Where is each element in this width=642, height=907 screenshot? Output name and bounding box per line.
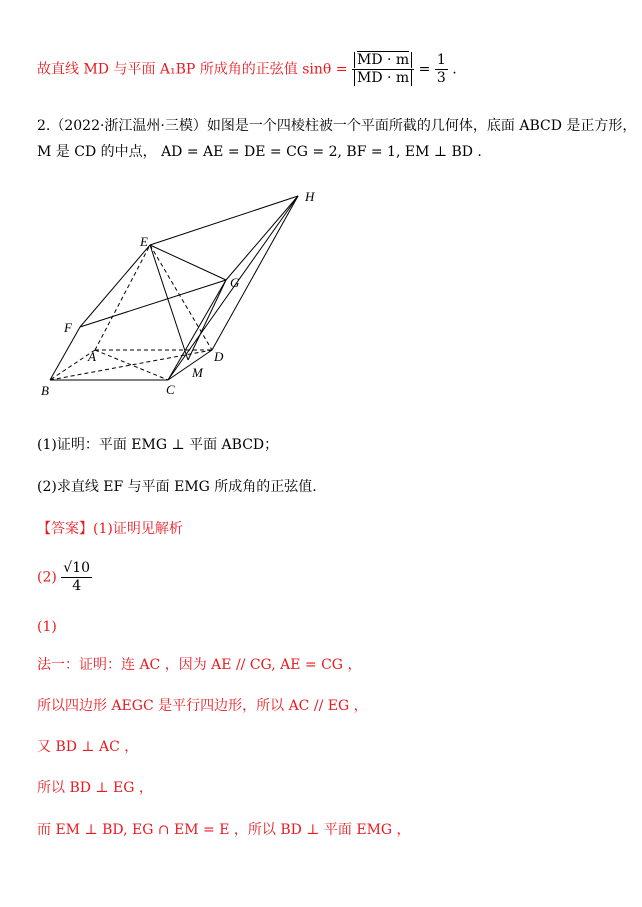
label-A: A bbox=[88, 349, 96, 364]
answer-part2-numerator: √10 bbox=[63, 560, 91, 576]
sine-conclusion-text: 故直线 MD 与平面 A₁BP 所成角的正弦值 sinθ = bbox=[37, 61, 348, 78]
proof-step-2: 所以四边形 AEGC 是平行四边形，所以 AC // EG ， bbox=[37, 698, 368, 714]
answer-part1-label: (1) bbox=[37, 619, 57, 635]
edge-DH bbox=[212, 196, 298, 350]
question-2: (2)求直线 EF 与平面 EMG 所成角的正弦值. bbox=[37, 479, 317, 495]
edge-EH bbox=[150, 196, 298, 245]
proof-step-4: 所以 BD ⊥ EG ， bbox=[37, 780, 153, 796]
sine-fraction-denominator: MD · m bbox=[354, 69, 412, 86]
answer-part2-prefix: (2) bbox=[37, 569, 57, 586]
edge-GH bbox=[226, 196, 298, 280]
question-1: (1)证明：平面 EMG ⊥ 平面 ABCD； bbox=[37, 437, 279, 453]
sine-equals: = bbox=[418, 61, 431, 78]
edge-GM bbox=[188, 280, 226, 360]
label-E: E bbox=[140, 234, 148, 249]
proof-step-3: 又 BD ⊥ AC ， bbox=[37, 739, 139, 755]
edge-EF bbox=[80, 245, 150, 327]
answer-part2-denominator: 4 bbox=[72, 578, 82, 594]
label-D: D bbox=[214, 349, 224, 364]
problem2-line2: M 是 CD 的中点， AD = AE = DE = CG = 2, BF = 1, EM ⊥ BD . bbox=[37, 144, 482, 160]
label-G: G bbox=[230, 275, 240, 290]
label-B: B bbox=[41, 383, 49, 398]
edge-FG bbox=[80, 280, 226, 327]
label-F: F bbox=[64, 320, 72, 335]
edge-ED bbox=[150, 245, 212, 350]
answer-part2-fraction bbox=[61, 560, 92, 595]
sine-result-numerator: 1 bbox=[436, 52, 446, 68]
edge-AE bbox=[95, 245, 150, 350]
edge-EG bbox=[150, 245, 226, 280]
label-C: C bbox=[166, 382, 175, 397]
problem2-line1: 2.（2022·浙江温州·三模）如图是一个四棱柱被一个平面所截的几何体，底面 ABCD 是正方形， bbox=[37, 118, 637, 134]
answer-header: 【答案】(1)证明见解析 bbox=[37, 521, 183, 537]
proof-step-5: 而 EM ⊥ BD, EG ∩ EM = E ，所以 BD ⊥ 平面 EMG ， bbox=[37, 822, 411, 838]
edge-AC bbox=[95, 350, 168, 380]
sine-result-denominator: 3 bbox=[436, 70, 446, 86]
sine-fraction-numerator: MD · m bbox=[356, 52, 410, 68]
answer-part2 bbox=[37, 560, 92, 595]
label-H: H bbox=[305, 189, 315, 204]
proof-step-1: 法一：证明：连 AC ，因为 AE // CG, AE = CG ， bbox=[37, 657, 362, 673]
label-M: M bbox=[192, 365, 203, 380]
sine-tail: . bbox=[452, 61, 457, 78]
